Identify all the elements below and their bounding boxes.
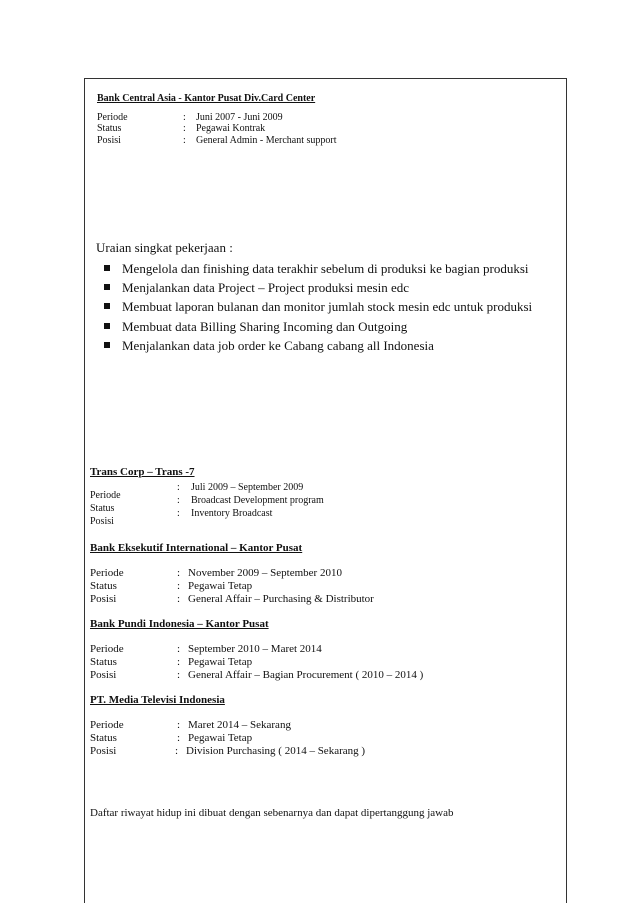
eksekutif-posisi-sep: :: [177, 593, 181, 605]
mtvi-posisi-sep: :: [175, 745, 179, 757]
bca-status-value: Pegawai Kontrak: [196, 123, 266, 134]
bca-periode-value: Juni 2007 - Juni 2009: [196, 112, 283, 123]
uraian-item: Membuat data Billing Sharing Incoming dan Outgoing: [99, 317, 532, 336]
closing-statement: Daftar riwayat hidup ini dibuat dengan sebenarnya dan dapat dipertanggung jawab: [90, 807, 454, 819]
document-frame: [84, 78, 567, 903]
bca-periode-label: Periode: [97, 112, 128, 123]
eksekutif-heading: Bank Eksekutif International – Kantor Pusat: [90, 542, 303, 554]
bca-status-sep: :: [183, 123, 186, 134]
eksekutif-periode-value: November 2009 – September 2010: [188, 567, 342, 579]
uraian-list: [99, 259, 532, 355]
eksekutif-periode-label: Periode: [90, 567, 124, 579]
bca-posisi-label: Posisi: [97, 135, 121, 146]
uraian-item: Mengelola dan finishing data terakhir sebelum di produksi ke bagian produksi: [99, 259, 532, 278]
transcorp-posisi-label: Posisi: [90, 516, 114, 527]
pundi-periode-value: September 2010 – Maret 2014: [188, 643, 322, 655]
transcorp-status-label: Status: [90, 503, 115, 514]
mtvi-periode-label: Periode: [90, 719, 124, 731]
uraian-title: Uraian singkat pekerjaan :: [96, 240, 233, 255]
bca-posisi-sep: :: [183, 135, 186, 146]
bullet-square-icon: [104, 303, 110, 309]
pundi-periode-sep: :: [177, 643, 181, 655]
bca-periode-sep: :: [183, 112, 186, 123]
bullet-square-icon: [104, 342, 110, 348]
eksekutif-status-label: Status: [90, 580, 117, 592]
eksekutif-status-value: Pegawai Tetap: [188, 580, 253, 592]
pundi-status-label: Status: [90, 656, 117, 668]
transcorp-periode-sep: :: [177, 482, 180, 493]
pundi-posisi-label: Posisi: [90, 669, 117, 681]
uraian-item: Menjalankan data job order ke Cabang cabang all Indonesia: [99, 336, 532, 355]
mtvi-status-sep: :: [177, 732, 181, 744]
transcorp-posisi-value: Inventory Broadcast: [191, 508, 273, 519]
bca-heading: Bank Central Asia - Kantor Pusat Div.Card Center: [97, 93, 316, 104]
mtvi-periode-sep: :: [177, 719, 181, 731]
mtvi-status-label: Status: [90, 732, 117, 744]
pundi-posisi-sep: :: [177, 669, 181, 681]
pundi-status-value: Pegawai Tetap: [188, 656, 253, 668]
transcorp-heading: Trans Corp – Trans -7: [90, 466, 195, 478]
eksekutif-periode-sep: :: [177, 567, 181, 579]
transcorp-status-sep: :: [177, 495, 180, 506]
uraian-item: Menjalankan data Project – Project produksi mesin edc: [99, 278, 532, 297]
pundi-periode-label: Periode: [90, 643, 124, 655]
pundi-heading: Bank Pundi Indonesia – Kantor Pusat: [90, 618, 269, 630]
transcorp-posisi-sep: :: [177, 508, 180, 519]
eksekutif-status-sep: :: [177, 580, 181, 592]
bullet-square-icon: [104, 284, 110, 290]
eksekutif-posisi-value: General Affair – Purchasing & Distributor: [188, 593, 374, 605]
eksekutif-posisi-label: Posisi: [90, 593, 117, 605]
mtvi-posisi-value: Division Purchasing ( 2014 – Sekarang ): [186, 745, 366, 757]
pundi-posisi-value: General Affair – Bagian Procurement ( 2010 – 2014 ): [188, 669, 424, 681]
pundi-status-sep: :: [177, 656, 181, 668]
mtvi-status-value: Pegawai Tetap: [188, 732, 253, 744]
mtvi-posisi-label: Posisi: [90, 745, 117, 757]
bullet-square-icon: [104, 323, 110, 329]
mtvi-heading: PT. Media Televisi Indonesia: [90, 694, 225, 706]
mtvi-periode-value: Maret 2014 – Sekarang: [188, 719, 291, 731]
transcorp-periode-label: Periode: [90, 490, 121, 501]
uraian-item: Membuat laporan bulanan dan monitor jumlah stock mesin edc untuk produksi: [99, 297, 532, 316]
bca-posisi-value: General Admin - Merchant support: [196, 135, 337, 146]
bca-status-label: Status: [97, 123, 122, 134]
transcorp-periode-value: Juli 2009 – September 2009: [191, 482, 304, 493]
bullet-square-icon: [104, 265, 110, 271]
transcorp-status-value: Broadcast Development program: [191, 495, 324, 506]
